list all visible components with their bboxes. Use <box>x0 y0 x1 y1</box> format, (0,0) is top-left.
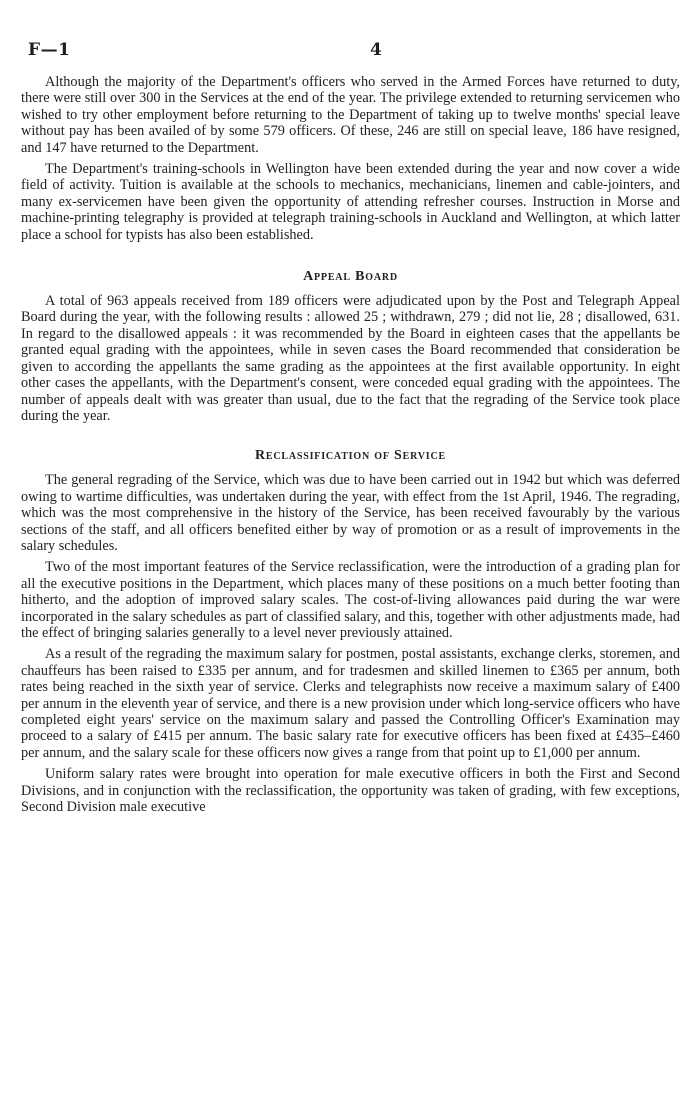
paragraph: As a result of the regrading the maximum salary for postmen, postal assistants, exchange clerks, storemen, and chauffeurs has been raised to £335 per annum, and for tradesmen and skilled linemen to £365 per annum, both rates being reached in the sixth year of service. Clerks and telegraphists now receive a maximum salary of £400 per annum in the eleventh year of service, and there is a new provision under which long-service officers who have completed eight years' service on the maximum salary and passed the Controlling Officer's Examination may proceed to a salary of £415 per annum. The basic salary rate for executive officers has been fixed at £435–£460 per annum, and the salary scale for these officers now gives a range from that point up to £1,000 per annum. <box>21 646 680 761</box>
paragraph: A total of 963 appeals received from 189 officers were adjudicated upon by the Post and Telegraph Appeal Board during the year, with the following results : allowed 25 ; withdrawn, 279 ; did not lie, 28 ; disallowed, 631. In regard to the disallowed appeals : it was recommended by the Board in eighteen cases that the appellants be granted equal grading with the appointees, while in seven cases the Board recommended that consideration be given to according the appellants the same grading as the appointees at the first available opportunity. In eight other cases the appellants, with the Department's consent, were conceded equal grading with the appointees. The number of appeals dealt with was greater than usual, due to the fact that the regrading of the Service took place during the year. <box>21 293 680 424</box>
report-reference: F—1 <box>28 40 71 60</box>
paragraph: The Department's training-schools in Wellington have been extended during the year and now cover a wide field of activity. Tuition is available at the schools to mechanics, mechanicians, linemen and cable-jointers, and many ex-servicemen have been given the opportunity of attending refresher courses. Instruction in Morse and machine-printing telegraphy is provided at telegraph training-schools in Auckland and Wellington, at which latter place a school for typists has also been established. <box>21 161 680 243</box>
page-header <box>21 40 680 64</box>
section-heading: Appeal Board <box>303 269 398 285</box>
page-number: 4 <box>370 40 382 60</box>
reclassification-section <box>21 448 680 815</box>
intro-section <box>21 74 680 243</box>
paragraph: Although the majority of the Department's officers who served in the Armed Forces have returned to duty, there were still over 300 in the Services at the end of the year. The privilege extended to returning servicemen who wished to try other employment before returning to the Department of taking up to twelve months' special leave without pay has been availed of by some 579 officers. Of these, 246 are still on special leave, 186 have resigned, and 147 have returned to the Department. <box>21 74 680 156</box>
paragraph: The general regrading of the Service, which was due to have been carried out in 1942 but which was deferred owing to wartime difficulties, was undertaken during the year, with effect from the 1st April, 1946. The regrading, which was the most comprehensive in the history of the Service, has been received favourably by the various sections of the staff, and all officers benefited either by way of promotion or as a result of improvements in the salary schedules. <box>21 472 680 554</box>
appeal-board-section <box>21 269 680 424</box>
section-heading: Reclassification of Service <box>255 448 446 464</box>
paragraph: Uniform salary rates were brought into operation for male executive officers in both the First and Second Divisions, and in conjunction with the reclassification, the opportunity was taken of grading, with few exceptions, Second Division male executive <box>21 766 680 816</box>
paragraph: Two of the most important features of the Service reclassification, were the introduction of a grading plan for all the executive positions in the Department, which places many of these positions on a much better footing than hitherto, and the adoption of improved salary scales. The cost-of-living allowances paid during the war were incorporated in the salary schedules as part of classified salary, and this, together with other adjustments made, had the effect of bringing salaries generally to a level never previously attained. <box>21 559 680 641</box>
